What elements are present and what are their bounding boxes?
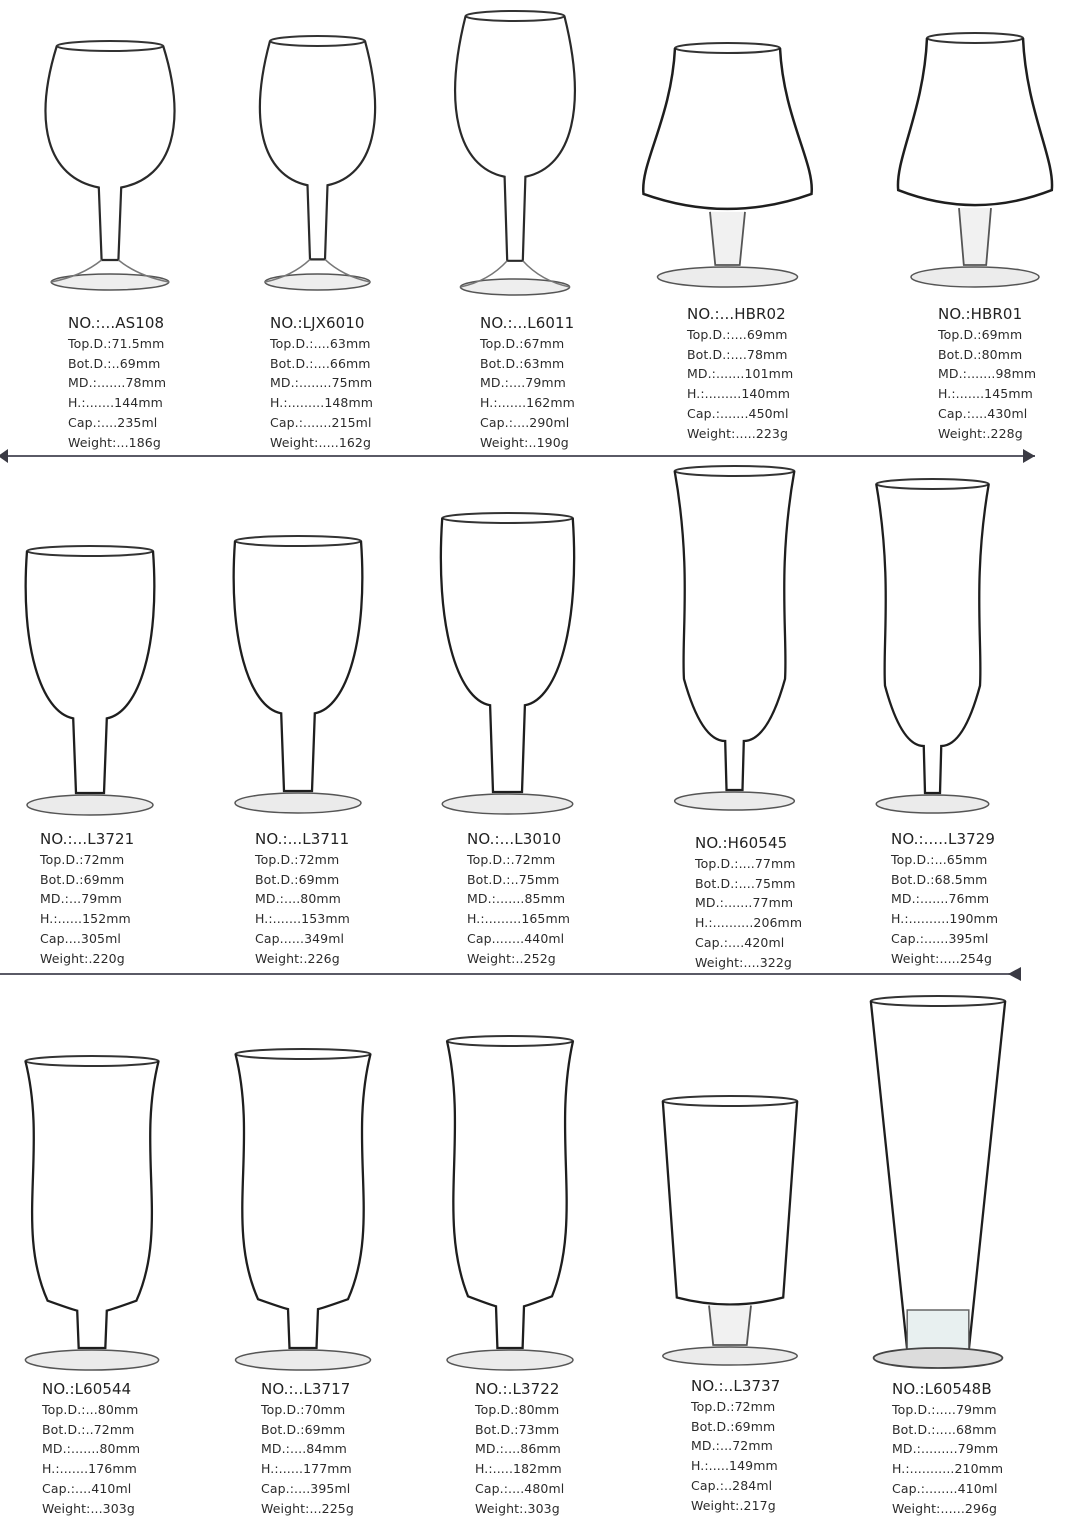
bottom-diameter: Bot.D.:..69mm bbox=[68, 355, 161, 371]
divider-right-arrow-icon bbox=[1008, 967, 1021, 981]
height: H.:......152mm bbox=[40, 911, 131, 927]
capacity: Cap.:.......450ml bbox=[687, 405, 789, 421]
bottom-diameter: Bot.D.:....66mm bbox=[270, 355, 371, 371]
product-number: NO.:.....L3729 bbox=[891, 830, 996, 848]
capacity: Cap.:....420ml bbox=[695, 934, 785, 950]
top-diameter: Top.D.:70mm bbox=[261, 1402, 346, 1417]
bottom-diameter: Bot.D.:68.5mm bbox=[891, 871, 988, 887]
product-number: NO.:LJX6010 bbox=[270, 314, 365, 332]
product-number: NO.:...AS108 bbox=[68, 314, 165, 332]
bottom-diameter: Bot.D.:80mm bbox=[938, 346, 1023, 362]
bottom-diameter: Bot.D.:.....68mm bbox=[892, 1421, 997, 1437]
product-spec bbox=[480, 312, 575, 452]
max-diameter: MD.:........75mm bbox=[270, 375, 373, 391]
weight: Weight:..252g bbox=[467, 950, 556, 966]
weight: Weight:...225g bbox=[261, 1500, 354, 1516]
product-number: NO.:L60548B bbox=[892, 1380, 992, 1398]
capacity: Cap.:..284ml bbox=[691, 1477, 773, 1493]
top-diameter: Top.D.:.72mm bbox=[467, 852, 556, 867]
weight: Weight:....322g bbox=[695, 954, 792, 970]
top-diameter: Top.D.:69mm bbox=[938, 327, 1023, 342]
capacity: Cap.:......395ml bbox=[891, 930, 989, 946]
product-spec bbox=[270, 312, 373, 452]
height: H.:.........165mm bbox=[467, 911, 571, 927]
product-number: NO.:...HBR02 bbox=[687, 305, 786, 323]
bottom-diameter: Bot.D.:69mm bbox=[691, 1418, 776, 1434]
glass-image bbox=[255, 35, 380, 290]
top-diameter: Top.D.:72mm bbox=[255, 852, 340, 867]
capacity: Cap.:.......215ml bbox=[270, 414, 372, 430]
product-number: NO.:...L6011 bbox=[480, 314, 575, 332]
product-spec bbox=[68, 312, 166, 452]
capacity: Cap.:........410ml bbox=[892, 1480, 998, 1496]
glass-image bbox=[228, 1048, 378, 1370]
weight: Weight:.228g bbox=[938, 425, 1023, 441]
weight: Weight:.220g bbox=[40, 950, 125, 966]
divider-left-arrow-icon bbox=[0, 449, 8, 463]
bottom-diameter: Bot.D.:73mm bbox=[475, 1421, 560, 1437]
row-divider-2 bbox=[0, 973, 1020, 975]
weight: Weight:.217g bbox=[691, 1497, 776, 1513]
top-diameter: Top.D.:....77mm bbox=[695, 856, 796, 871]
capacity: Cap.:....430ml bbox=[938, 405, 1028, 421]
weight: Weight:.226g bbox=[255, 950, 340, 966]
max-diameter: MD.:...79mm bbox=[40, 891, 122, 907]
top-diameter: Top.D.:72mm bbox=[691, 1399, 776, 1414]
product-number: NO.:HBR01 bbox=[938, 305, 1023, 323]
product-number: NO.:..L3737 bbox=[691, 1377, 781, 1395]
glass-image bbox=[895, 32, 1055, 287]
capacity: Cap.:....235ml bbox=[68, 414, 158, 430]
max-diameter: MD.:.........79mm bbox=[892, 1441, 999, 1457]
weight: Weight:......296g bbox=[892, 1500, 998, 1516]
max-diameter: MD.:.......78mm bbox=[68, 375, 167, 391]
height: H.:......177mm bbox=[261, 1461, 352, 1477]
max-diameter: MD.:.......98mm bbox=[938, 366, 1037, 382]
product-spec bbox=[687, 303, 793, 443]
capacity: Cap......349ml bbox=[255, 930, 345, 946]
height: H.:.....149mm bbox=[691, 1458, 778, 1474]
height: H.:.......153mm bbox=[255, 911, 350, 927]
max-diameter: MD.:.......76mm bbox=[891, 891, 990, 907]
bottom-diameter: Bot.D.:69mm bbox=[261, 1421, 346, 1437]
height: H.:.......176mm bbox=[42, 1461, 137, 1477]
weight: Weight:.303g bbox=[475, 1500, 560, 1516]
glass-image bbox=[20, 545, 160, 815]
glass-image bbox=[640, 42, 815, 287]
top-diameter: Top.D.:67mm bbox=[480, 336, 565, 351]
max-diameter: MD.:....80mm bbox=[255, 891, 341, 907]
max-diameter: MD.:.......85mm bbox=[467, 891, 566, 907]
divider-right-arrow-icon bbox=[1023, 449, 1035, 463]
max-diameter: MD.:....84mm bbox=[261, 1441, 347, 1457]
height: H.:.....182mm bbox=[475, 1461, 562, 1477]
product-spec bbox=[695, 832, 802, 972]
glass-image bbox=[40, 40, 180, 290]
height: H.:.........148mm bbox=[270, 395, 374, 411]
max-diameter: MD.:.......77mm bbox=[695, 895, 794, 911]
glass-image bbox=[668, 465, 801, 810]
row-divider-1 bbox=[0, 455, 1035, 457]
height: H.:.......144mm bbox=[68, 395, 163, 411]
bottom-diameter: Bot.D.:69mm bbox=[40, 871, 125, 887]
height: H.:.......162mm bbox=[480, 395, 575, 411]
weight: Weight:..190g bbox=[480, 434, 569, 450]
glass-image bbox=[868, 995, 1008, 1370]
product-spec bbox=[938, 303, 1036, 443]
product-number: NO.:L60544 bbox=[42, 1380, 132, 1398]
glass-image bbox=[870, 478, 995, 813]
product-spec bbox=[255, 828, 350, 968]
product-number: NO.:...L3721 bbox=[40, 830, 135, 848]
product-spec bbox=[891, 828, 998, 968]
product-number: NO.:.L3722 bbox=[475, 1380, 560, 1398]
top-diameter: Top.D.:.....79mm bbox=[892, 1402, 997, 1417]
height: H.:..........190mm bbox=[891, 911, 999, 927]
capacity: Cap.:....480ml bbox=[475, 1480, 565, 1496]
bottom-diameter: Bot.D.:....78mm bbox=[687, 346, 788, 362]
capacity: Cap....305ml bbox=[40, 930, 121, 946]
glass-image bbox=[440, 1035, 580, 1370]
glass-image bbox=[435, 512, 580, 814]
height: H.:.........140mm bbox=[687, 386, 791, 402]
max-diameter: MD.:...72mm bbox=[691, 1438, 773, 1454]
product-spec bbox=[40, 828, 134, 968]
glass-image bbox=[660, 1095, 800, 1365]
product-spec bbox=[892, 1378, 1003, 1518]
bottom-diameter: Bot.D.:69mm bbox=[255, 871, 340, 887]
product-spec bbox=[691, 1375, 780, 1515]
max-diameter: MD.:.......101mm bbox=[687, 366, 794, 382]
top-diameter: Top.D.:...80mm bbox=[42, 1402, 139, 1417]
weight: Weight:...303g bbox=[42, 1500, 135, 1516]
glass-image bbox=[450, 10, 580, 295]
capacity: Cap........440ml bbox=[467, 930, 565, 946]
bottom-diameter: Bot.D.:..75mm bbox=[467, 871, 560, 887]
height: H.:.......145mm bbox=[938, 386, 1033, 402]
product-spec bbox=[475, 1378, 564, 1518]
max-diameter: MD.:....79mm bbox=[480, 375, 566, 391]
top-diameter: Top.D.:...65mm bbox=[891, 852, 988, 867]
capacity: Cap.:....410ml bbox=[42, 1480, 132, 1496]
top-diameter: Top.D.:....69mm bbox=[687, 327, 788, 342]
max-diameter: MD.:.......80mm bbox=[42, 1441, 141, 1457]
top-diameter: Top.D.:80mm bbox=[475, 1402, 560, 1417]
bottom-diameter: Bot.D.:63mm bbox=[480, 355, 565, 371]
product-number: NO.:...L3010 bbox=[467, 830, 562, 848]
bottom-diameter: Bot.D.:....75mm bbox=[695, 875, 796, 891]
top-diameter: Top.D.:72mm bbox=[40, 852, 125, 867]
product-spec bbox=[261, 1378, 354, 1518]
weight: Weight:...186g bbox=[68, 434, 161, 450]
max-diameter: MD.:....86mm bbox=[475, 1441, 561, 1457]
product-spec bbox=[42, 1378, 140, 1518]
product-number: NO.:...L3711 bbox=[255, 830, 350, 848]
weight: Weight:.....162g bbox=[270, 434, 372, 450]
glass-image bbox=[18, 1055, 166, 1370]
weight: Weight:.....223g bbox=[687, 425, 789, 441]
capacity: Cap.:....395ml bbox=[261, 1480, 351, 1496]
product-number: NO.:..L3717 bbox=[261, 1380, 351, 1398]
bottom-diameter: Bot.D.:..72mm bbox=[42, 1421, 135, 1437]
product-spec bbox=[467, 828, 570, 968]
product-number: NO.:H60545 bbox=[695, 834, 788, 852]
glass-image bbox=[228, 535, 368, 813]
height: H.:..........206mm bbox=[695, 915, 803, 931]
weight: Weight:.....254g bbox=[891, 950, 993, 966]
top-diameter: Top.D.:....63mm bbox=[270, 336, 371, 351]
capacity: Cap.:....290ml bbox=[480, 414, 570, 430]
top-diameter: Top.D.:71.5mm bbox=[68, 336, 165, 351]
height: H.:...........210mm bbox=[892, 1461, 1004, 1477]
